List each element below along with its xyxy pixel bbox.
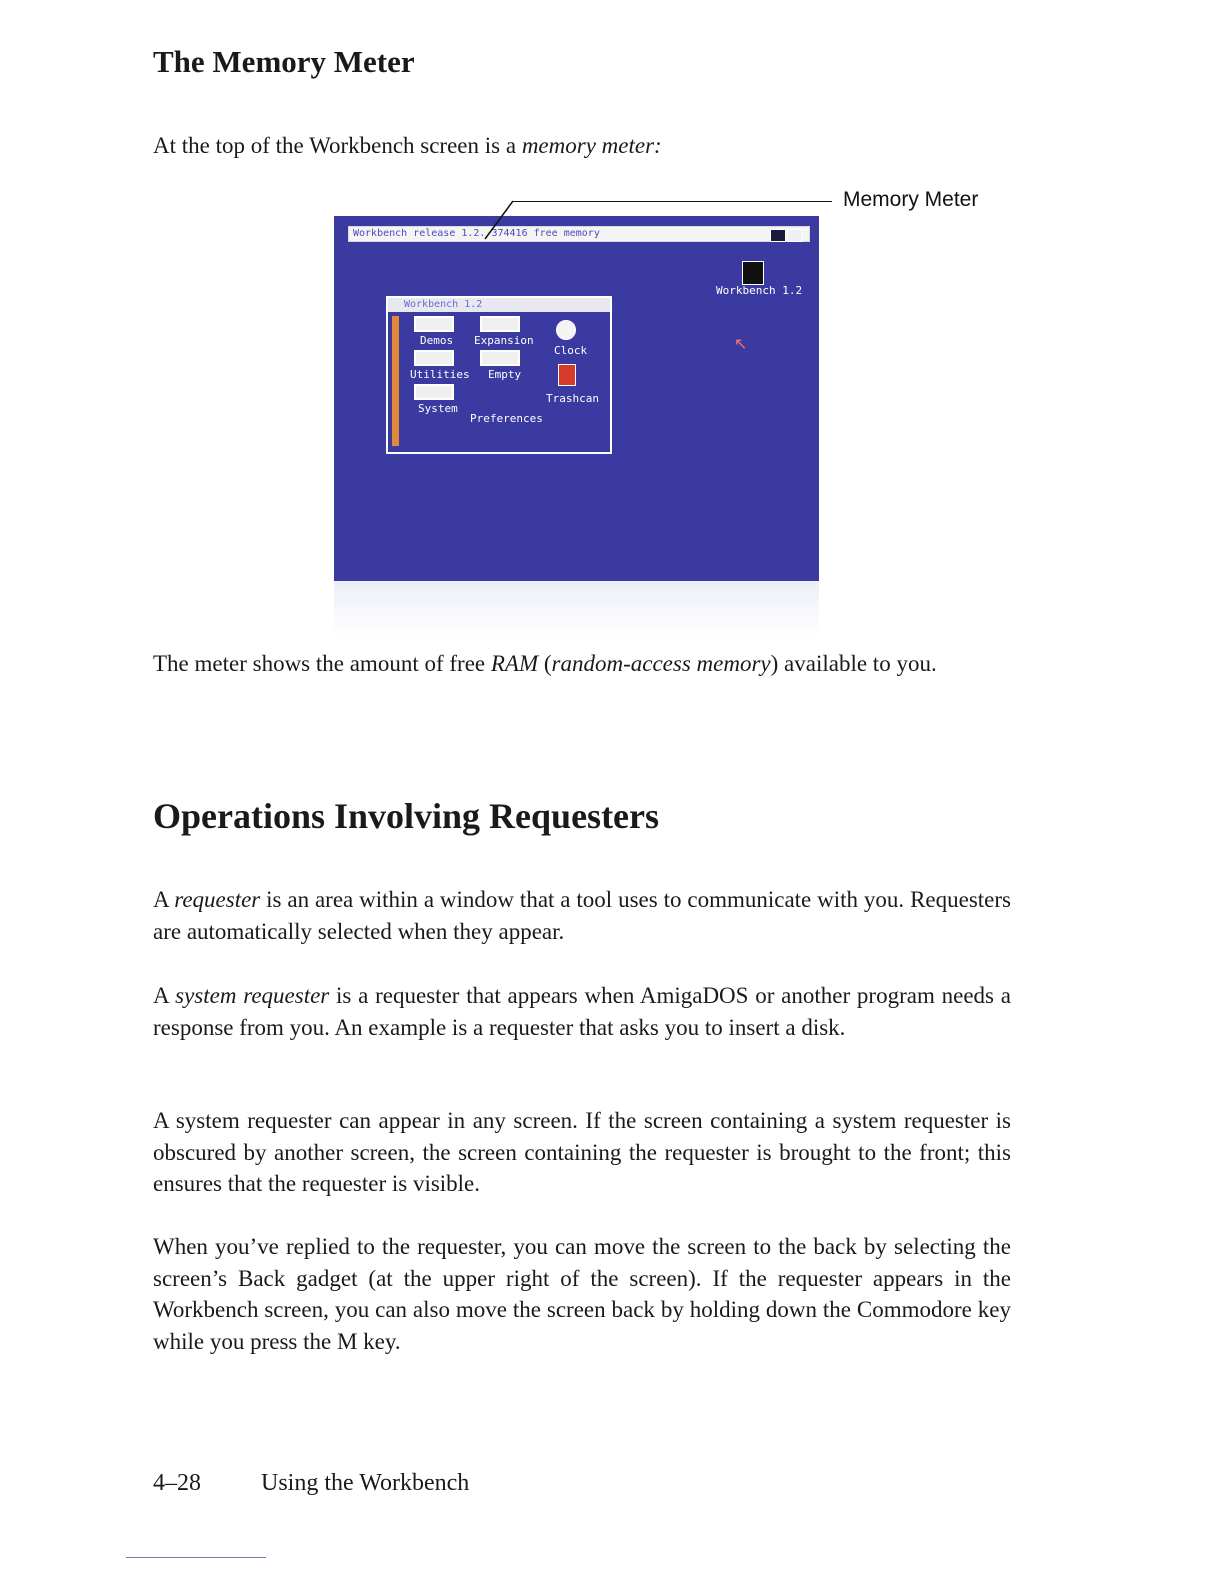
footer-title: Using the Workbench [261,1470,470,1496]
paragraph-any-screen: A system requester can appear in any screen. If the screen containing a system requester is obscured by another screen, the screen containing the requester is brought to the front; this ensures that the requester is visible. [153,1108,1011,1196]
paragraph-system-requester [153,980,1011,1043]
back-gadget-icon [770,229,786,242]
footer-rule [126,1557,266,1558]
icon-label-expansion: Expansion [474,334,534,347]
intro-term: memory meter: [521,133,662,158]
clock-icon [556,320,576,340]
icon-label-utilities: Utilities [410,368,470,381]
pointer-icon: ↖ [734,334,748,353]
icon-label-trashcan: Trashcan [546,392,599,405]
meter-text-1: The meter shows the amount of free [153,651,491,676]
meter-paragraph [153,648,1011,680]
disk-label: Workbench 1.2 [716,284,803,297]
workbench-screenshot [334,216,819,581]
para1-term: requester [174,887,261,912]
icon-label-demos: Demos [420,334,454,347]
callout-leader-diagonal [480,199,520,244]
icon-label-system: System [418,402,458,415]
screen-title-text: Workbench release 1.2. 374416 free memory [353,228,600,239]
meter-term-ram: RAM [490,651,539,676]
para2-term: system requester [175,983,330,1008]
intro-text: At the top of the Workbench screen is a [153,133,522,158]
workbench-window [386,296,612,454]
window-title-bar [388,298,610,312]
para1-text-b: is an area within a window that a tool uses to communicate with you. Requesters are automatically selected when they appear. [153,887,1011,944]
heading-requesters: Operations Involving Requesters [153,796,660,836]
callout-leader-line [512,201,832,202]
window-scrollbar [392,316,399,446]
drawer-icon [480,316,520,332]
section-title: The Memory Meter [153,44,415,79]
meter-text-3: ) available to you. [770,651,937,676]
disk-icon [742,261,764,285]
drawer-icon [414,316,454,332]
paragraph-requester [153,884,1011,947]
intro-paragraph [153,130,1011,162]
para2-text-a: A [153,983,176,1008]
drawer-icon [414,350,454,366]
icon-label-preferences: Preferences [470,412,543,425]
drawer-icon [414,384,454,400]
para2-text-b: is a requester that appears when AmigaDOS or another program needs a response from you. An example is a requester that asks you to insert a disk. [153,983,1011,1040]
screen-title-bar [348,226,810,242]
drawer-icon [480,350,520,366]
trashcan-icon [558,364,576,386]
screenshot-shadow [334,581,819,636]
para1-text-a: A [153,887,175,912]
front-gadget-icon [787,229,803,242]
meter-term-ram-full: random-access memory [551,651,771,676]
page-number: 4–28 [153,1470,201,1496]
icon-label-empty: Empty [488,368,522,381]
memory-meter-callout: Memory Meter [843,188,979,211]
meter-text-2: ( [538,651,552,676]
window-title: Workbench 1.2 [404,299,483,310]
paragraph-back-gadget: When you’ve replied to the requester, you can move the screen to the back by selecting the screen’s Back gadget (at the upper right of the screen). If the requester appears in the Workbench screen, you can also move the screen back by holding down the Commodore key while you press the M key. [153,1234,1011,1354]
icon-label-clock: Clock [554,344,588,357]
